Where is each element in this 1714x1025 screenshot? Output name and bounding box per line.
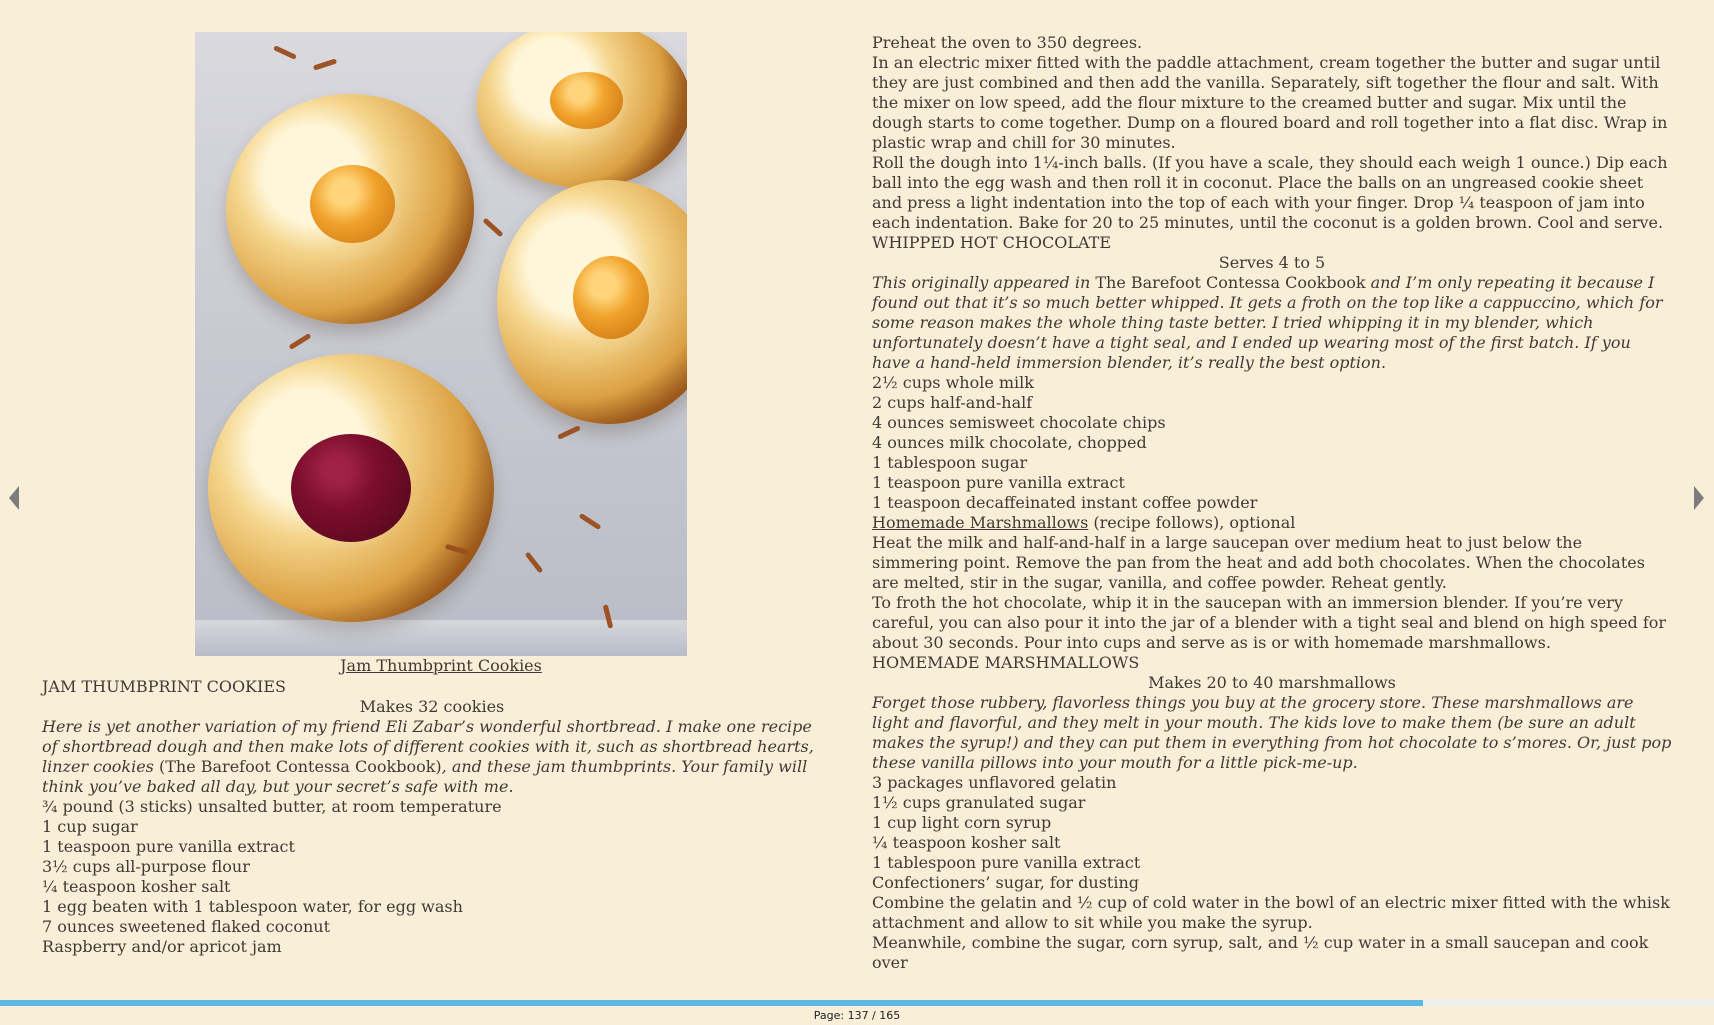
ingredient-line: 1 tablespoon pure vanilla extract [872,853,1141,872]
coconut-flake [313,58,337,70]
recipe-title: HOMEMADE MARSHMALLOWS [872,653,1140,672]
recipe-intro [42,717,822,797]
left-page-text [42,677,822,957]
step-paragraph: Combine the gelatin and ½ cup of cold water in the bowl of an electric mixer fitted with the whisk attachment and allow to sit while you make the syrup. [872,893,1670,932]
ingredient-line: 1 tablespoon sugar [872,453,1028,472]
right-page-text [872,33,1672,973]
ingredient-line: 3 packages unflavored gelatin [872,773,1117,792]
ingredient-line: 1½ cups granulated sugar [872,793,1086,812]
coconut-flake [603,604,614,628]
recipe-intro: Forget those rubbery, flavorless things you buy at the grocery store. These marshmallows are light and flavorful, and they melt in your mouth. The kids love to make them (be sure an adult makes the syrup!) and they can put them in everything from hot chocolate to s’mores. Or, just pop these vanilla pillows into your mouth for a little pick-me-up. [872,693,1672,772]
recipe-yield: Makes 20 to 40 marshmallows [1148,673,1396,692]
ingredient-line: ¼ teaspoon kosher salt [872,833,1061,852]
homemade-marshmallows-link[interactable]: Homemade Marshmallows [872,513,1089,532]
step-paragraph: Meanwhile, combine the sugar, corn syrup, salt, and ½ cup water in a small saucepan and cook over [872,933,1649,972]
coconut-flake [579,513,602,530]
ingredient-line: 1 cup sugar [42,817,138,836]
ingredient-line: 3½ cups all-purpose flour [42,857,250,876]
recipe-intro-part-1: Here is yet another variation of my friend Eli Zabar’s wonderful shortbread. I make one recipe of shortbread dough and then make lots of different cookies with it, such as shortbread hearts, linzer cookies [42,717,814,776]
step-paragraph: Roll the dough into 1¼-inch balls. (If you have a scale, they should each weigh 1 ounce.) Dip each ball into the egg wash and then roll it in coconut. Place the balls on an ungreased cookie sheet and press a light indentation into the top of each with your finger. Drop ¼ teaspoon of jam into each indentation. Bake for 20 to 25 minutes, until the coconut is a golden brown. Cool and serve. [872,153,1668,232]
ingredient-line: Confectioners’ sugar, for dusting [872,873,1140,892]
recipe-intro-part-2: and I’m only repeating it because I found out that it’s so much better whipped. It gets a froth on the top like a cappuccino, which for some reason makes the whole thing taste better. I tried whipping it in my blender, which unfortunately doesn’t have a tight seal, and I ended up wearing most of the first batch. If you have a hand-held immersion blender, it’s really the best option. [872,273,1663,372]
reading-progress-bar[interactable] [0,1000,1714,1006]
coconut-flake [525,552,544,574]
book-title: (The Barefoot Contessa Cookbook) [158,757,442,776]
cookie-middle-right [497,180,687,424]
ingredient-line: 7 ounces sweetened flaked coconut [42,917,331,936]
book-title: The Barefoot Contessa Cookbook [1095,273,1366,292]
recipe-yield: Serves 4 to 5 [1218,253,1326,272]
recipe-intro-part-1: This originally appeared in [872,273,1096,292]
step-paragraph: In an electric mixer fitted with the paddle attachment, cream together the butter and sugar until they are just combined and then add the vanilla. Separately, sift together the flour and salt. With the mixer on low speed, add the flour mixture to the creamed butter and sugar. Mix until the dough starts to come together. Dump on a floured board and roll together into a flat disc. Wrap in plastic wrap and chill for 30 minutes. [872,53,1668,152]
coconut-flake [557,425,581,440]
ingredient-line: 1 egg beaten with 1 tablespoon water, for egg wash [42,897,463,916]
recipe-intro [872,273,1672,373]
recipe-intro-part-2: , and these jam thumbprints. Your family will think you’ve baked all day, but your secret’s safe with me. [42,757,808,796]
ingredient-line: ¼ teaspoon kosher salt [42,877,231,896]
ingredient-line: 1 cup light corn syrup [872,813,1052,832]
ingredient-line [872,513,1672,533]
coconut-flake [288,333,311,350]
image-caption-link[interactable]: Jam Thumbprint Cookies [340,656,542,675]
ingredient-line: ¾ pound (3 sticks) unsalted butter, at room temperature [42,797,502,816]
chevron-right-icon[interactable] [1694,486,1704,510]
ingredient-line: 4 ounces milk chocolate, chopped [872,433,1147,452]
ingredient-line: 1 teaspoon pure vanilla extract [42,837,295,856]
ingredient-line: 2½ cups whole milk [872,373,1034,392]
ingredient-line: Raspberry and/or apricot jam [42,937,282,956]
step-paragraph: To froth the hot chocolate, whip it in the saucepan with an immersion blender. If you’re very careful, you can also pour it into the jar of a blender with a tight seal and blend on high speed for about 30 seconds. Pour into cups and serve as is or with homemade marshmallows. [872,593,1667,652]
step-paragraph: Heat the milk and half-and-half in a large saucepan over medium heat to just below the simmering point. Remove the pan from the heat and add both chocolates. When the chocolates are melted, stir in the sugar, vanilla, and coffee powder. Reheat gently. [872,533,1645,592]
coconut-flake [273,45,297,60]
recipe-title: WHIPPED HOT CHOCOLATE [872,233,1111,252]
recipe-yield: Makes 32 cookies [359,697,505,716]
cookie-top-right [477,32,687,188]
cookie-photo [195,32,687,656]
ingredient-line: 4 ounces semisweet chocolate chips [872,413,1166,432]
page-indicator: Page: 137 / 165 [813,1009,901,1022]
cookie-top-left [226,94,474,324]
coconut-flake [482,218,503,238]
recipe-title: JAM THUMBPRINT COOKIES [42,677,286,696]
marshmallow-suffix: (recipe follows), optional [1088,513,1296,532]
ingredient-line: 1 teaspoon decaffeinated instant coffee powder [872,493,1258,512]
step-paragraph: Preheat the oven to 350 degrees. [872,33,1143,52]
reading-progress-fill [0,1000,1423,1006]
ingredient-line: 1 teaspoon pure vanilla extract [872,473,1125,492]
cookie-bottom-left [208,354,494,622]
ingredient-line: 2 cups half-and-half [872,393,1033,412]
chevron-left-icon[interactable] [9,486,19,510]
